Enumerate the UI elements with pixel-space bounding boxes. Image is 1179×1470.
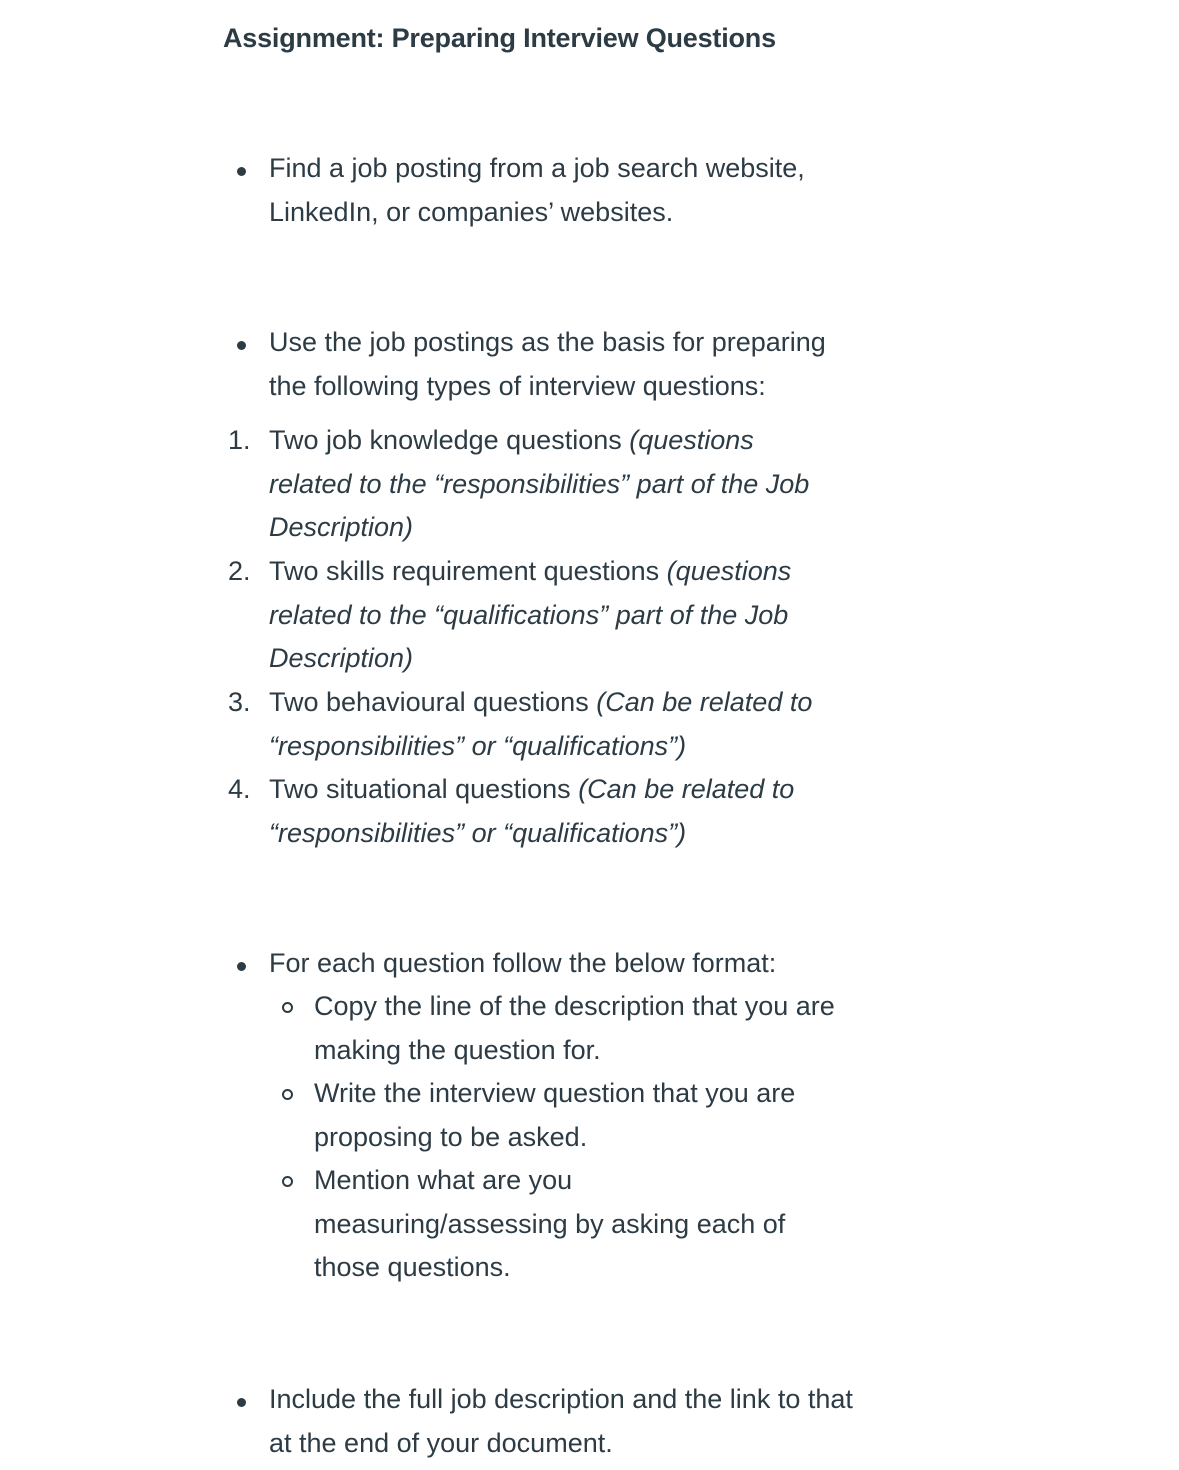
item-main: Two skills requirement questions [269, 556, 667, 586]
bullet-text: Use the job postings as the basis for preparing the following types of interview questions: [269, 327, 826, 401]
item-note: (Can be related to “responsibilities” or “qualifications”) [269, 687, 813, 761]
page-title: Assignment: Preparing Interview Questions [223, 23, 776, 53]
item-number: 3. [228, 687, 251, 717]
item-note: (questions related to the “qualifications” part of the Job Description) [269, 556, 792, 674]
item-number: 1. [228, 425, 251, 455]
bullet-icon [237, 341, 246, 350]
circle-bullet-icon [282, 1002, 293, 1013]
bullet-text: Find a job posting from a job search website, LinkedIn, or companies’ websites. [269, 153, 805, 227]
item-text [269, 550, 839, 681]
item-note: (questions related to the “responsibilities” part of the Job Description) [269, 425, 810, 543]
bullet-icon [237, 962, 246, 971]
item-note: (Can be related to “responsibilities” or “qualifications”) [269, 774, 795, 848]
format-item-text: Copy the line of the description that you are making the question for. [314, 991, 835, 1065]
bullet-text: For each question follow the below format: [269, 948, 777, 978]
format-item-text: Write the interview question that you are proposing to be asked. [314, 1078, 796, 1152]
item-text [269, 768, 839, 855]
format-item-text: Mention what are you measuring/assessing by asking each of those questions. [314, 1165, 786, 1283]
item-main: Two job knowledge questions [269, 425, 630, 455]
item-main: Two behavioural questions [269, 687, 597, 717]
bullet-icon [237, 167, 246, 176]
circle-bullet-icon [282, 1176, 293, 1187]
bullet-text: Include the full job description and the link to that at the end of your document. [269, 1384, 853, 1458]
item-number: 4. [228, 774, 251, 804]
item-main: Two situational questions [269, 774, 579, 804]
bullet-icon [237, 1398, 246, 1407]
item-text [269, 419, 839, 550]
item-number: 2. [228, 556, 251, 586]
item-text [269, 681, 849, 768]
circle-bullet-icon [282, 1089, 293, 1100]
